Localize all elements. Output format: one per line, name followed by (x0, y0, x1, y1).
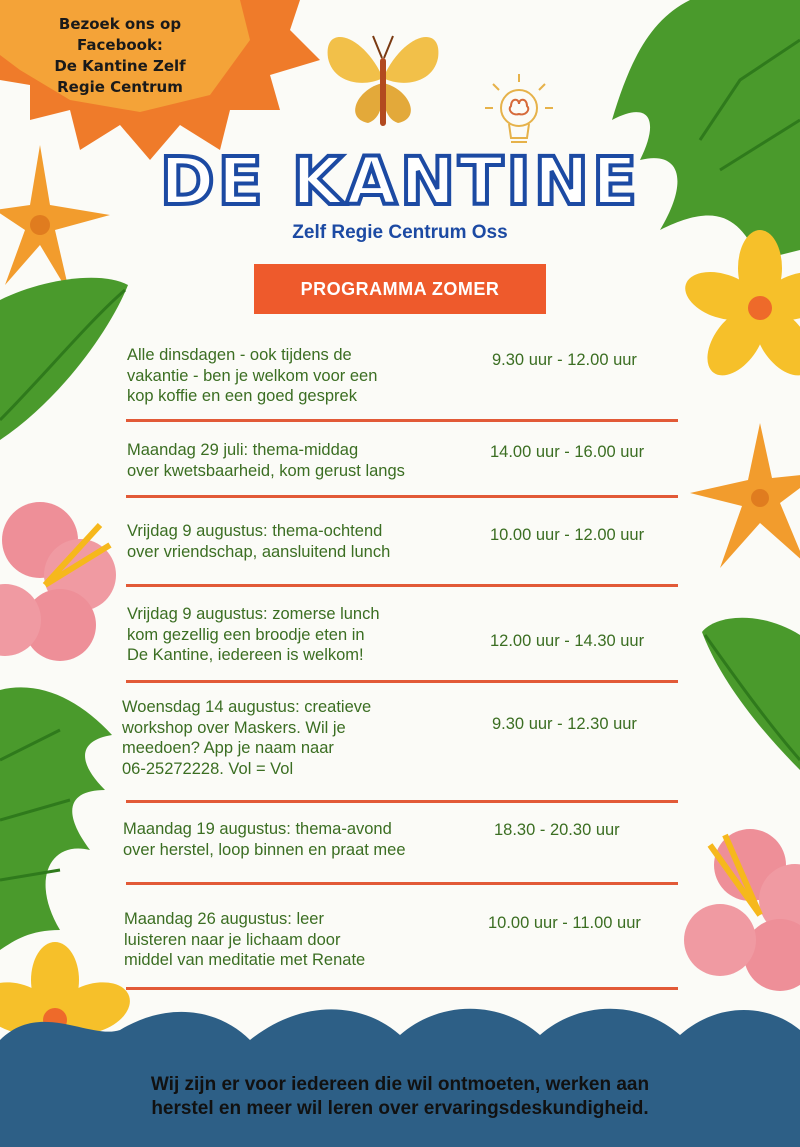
event-time: 18.30 - 20.30 uur (494, 821, 620, 839)
event-description (124, 909, 365, 971)
event-line: over kwetsbaarheid, kom gerust langs (127, 461, 405, 480)
event-description (122, 697, 371, 779)
facebook-line: Bezoek ons op (58, 15, 182, 33)
event-time: 9.30 uur - 12.30 uur (492, 715, 637, 733)
facebook-line: De Kantine Zelf (54, 57, 186, 75)
facebook-line: Regie Centrum (57, 78, 183, 96)
event-line: De Kantine, iedereen is welkom! (127, 646, 364, 664)
event-line: Alle dinsdagen - ook tijdens de (127, 346, 352, 364)
event-line: meedoen? App je naam naar (122, 739, 334, 757)
event-line: 06-25272228. Vol = Vol (122, 759, 294, 778)
event-line: Woensdag 14 augustus: creatieve (122, 698, 372, 716)
page-title: DE KANTINE (159, 143, 641, 220)
divider (126, 882, 678, 885)
event-description (127, 521, 390, 562)
event-line: Maandag 26 augustus: leer (124, 910, 324, 928)
lightbulb-brain-icon (485, 74, 553, 142)
event-description (127, 440, 405, 481)
divider (126, 680, 678, 683)
banana-leaf-icon (0, 278, 128, 440)
banana-leaf-icon (702, 618, 800, 770)
event-description (127, 345, 377, 407)
divider (126, 584, 678, 587)
event-line: vakantie - ben je welkom voor een (127, 366, 378, 385)
divider (126, 800, 678, 803)
hibiscus-icon (684, 829, 800, 991)
event-description (123, 819, 406, 860)
facebook-line: Facebook: (77, 36, 163, 54)
hibiscus-icon (0, 502, 116, 661)
event-time: 14.00 uur - 16.00 uur (490, 443, 645, 461)
starflower-icon (0, 145, 110, 295)
butterfly-icon (328, 36, 439, 126)
event-line: workshop over Maskers. Wil je (122, 718, 346, 737)
page-subtitle: Zelf Regie Centrum Oss (292, 222, 508, 243)
program-banner: PROGRAMMA ZOMER (254, 264, 546, 314)
facebook-notice (40, 14, 200, 98)
event-time: 10.00 uur - 12.00 uur (490, 526, 645, 544)
event-time: 10.00 uur - 11.00 uur (488, 914, 641, 932)
event-line: kom gezellig een broodje eten in (127, 625, 365, 644)
divider (126, 495, 678, 498)
event-line: Maandag 19 augustus: thema-avond (123, 820, 392, 838)
event-line: Vrijdag 9 augustus: thema-ochtend (127, 522, 383, 540)
event-line: over herstel, loop binnen en praat mee (123, 840, 406, 859)
event-line: luisteren naar je lichaam door (124, 930, 341, 949)
footer-message (60, 1073, 740, 1121)
starflower-icon (690, 423, 800, 568)
divider (126, 987, 678, 990)
event-line: Vrijdag 9 augustus: zomerse lunch (127, 605, 380, 623)
event-time: 9.30 uur - 12.00 uur (492, 351, 637, 369)
event-line: kop koffie en een goed gesprek (127, 387, 357, 405)
event-time: 12.00 uur - 14.30 uur (490, 632, 645, 650)
event-description (127, 604, 380, 666)
footer-line: herstel en meer wil leren over ervaringsdeskundigheid. (151, 1098, 649, 1119)
event-line: over vriendschap, aansluitend lunch (127, 542, 391, 561)
footer-line: Wij zijn er voor iedereen die wil ontmoeten, werken aan (150, 1074, 650, 1095)
divider (126, 419, 678, 422)
palm-leaf-icon (0, 687, 112, 950)
event-line: middel van meditatie met Renate (124, 951, 366, 969)
event-line: Maandag 29 juli: thema-middag (127, 441, 359, 459)
